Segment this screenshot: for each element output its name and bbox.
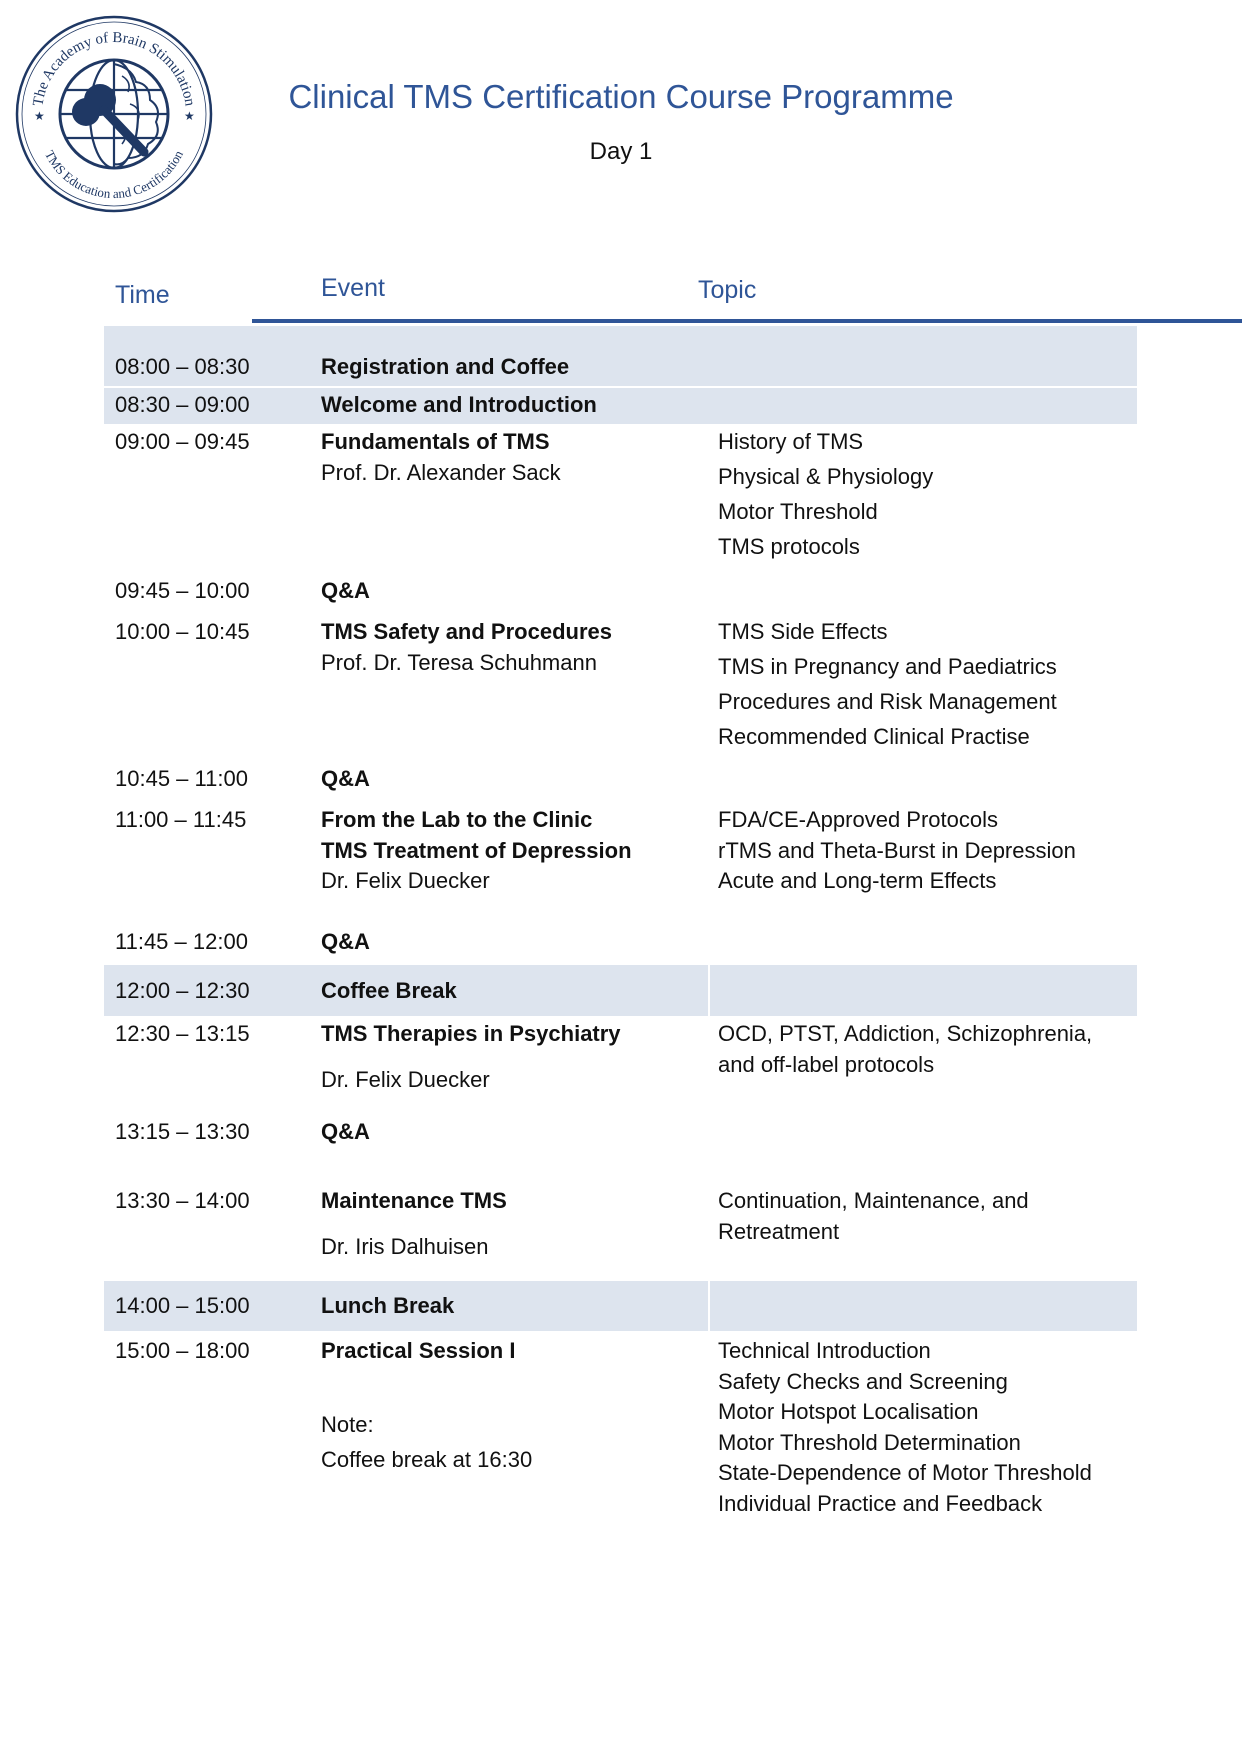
row-speaker: Dr. Felix Duecker [321, 1067, 490, 1092]
row-time: 12:30 – 13:15 [115, 1021, 250, 1046]
row-topic: Physical & Physiology [718, 464, 934, 489]
row-topic: TMS in Pregnancy and Paediatrics [718, 654, 1057, 679]
row-topic: OCD, PTST, Addiction, Schizophrenia, [718, 1021, 1093, 1046]
row-speaker: Dr. Iris Dalhuisen [321, 1234, 489, 1259]
row-time: 08:30 – 09:00 [115, 392, 250, 417]
row-topic: Motor Threshold Determination [718, 1430, 1021, 1455]
row-topic: Recommended Clinical Practise [718, 724, 1030, 749]
row-topic: Safety Checks and Screening [718, 1369, 1008, 1394]
row-speaker: Prof. Dr. Teresa Schuhmann [321, 650, 597, 675]
row-topic: Individual Practice and Feedback [718, 1491, 1043, 1516]
row-event: TMS Safety and Procedures [321, 619, 612, 644]
row-topic: FDA/CE-Approved Protocols [718, 807, 998, 832]
row-topic: Acute and Long-term Effects [718, 868, 997, 893]
row-time: 09:00 – 09:45 [115, 429, 250, 454]
row-time: 09:45 – 10:00 [115, 578, 250, 603]
row-note-label: Note: [321, 1412, 374, 1437]
row-time: 13:30 – 14:00 [115, 1188, 250, 1213]
row-event: Maintenance TMS [321, 1188, 507, 1213]
row-event: Welcome and Introduction [321, 392, 597, 417]
row-event: Q&A [321, 1119, 370, 1144]
row-event: From the Lab to the Clinic [321, 807, 593, 832]
star-icon: ★ [184, 109, 195, 123]
row-event: Practical Session I [321, 1338, 516, 1363]
row-speaker: Prof. Dr. Alexander Sack [321, 460, 561, 485]
column-divider [708, 1281, 710, 1331]
row-event: Q&A [321, 929, 370, 954]
row-event: Fundamentals of TMS [321, 429, 550, 454]
row-time: 13:15 – 13:30 [115, 1119, 250, 1144]
row-time: 12:00 – 12:30 [115, 978, 250, 1003]
column-header-topic: Topic [698, 276, 757, 304]
row-time: 14:00 – 15:00 [115, 1293, 250, 1318]
row-event: Q&A [321, 578, 370, 603]
row-event: TMS Therapies in Psychiatry [321, 1021, 621, 1046]
row-time: 08:00 – 08:30 [115, 354, 250, 379]
row-time: 15:00 – 18:00 [115, 1338, 250, 1363]
row-topic: Retreatment [718, 1219, 840, 1244]
shaded-band [104, 965, 1137, 1016]
row-time: 10:00 – 10:45 [115, 619, 250, 644]
row-time: 11:00 – 11:45 [115, 807, 247, 832]
logo-text-top: The Academy of Brain Stimulation [30, 29, 198, 108]
column-header-time: Time [115, 281, 170, 309]
row-topic: TMS Side Effects [718, 619, 888, 644]
row-event: Q&A [321, 766, 370, 791]
star-icon: ★ [34, 109, 45, 123]
shaded-band [104, 326, 1137, 424]
row-topic: TMS protocols [718, 534, 860, 559]
shaded-band [104, 1281, 1137, 1331]
page-title: Clinical TMS Certification Course Programme [288, 78, 954, 115]
row-event: Lunch Break [321, 1293, 455, 1318]
row-divider [104, 386, 1137, 388]
row-time: 10:45 – 11:00 [115, 766, 248, 791]
column-header-event: Event [321, 274, 385, 302]
row-topic: and off-label protocols [718, 1052, 935, 1077]
row-topic: Motor Hotspot Localisation [718, 1399, 979, 1424]
row-time: 11:45 – 12:00 [115, 929, 248, 954]
header-divider [252, 319, 1242, 323]
day-label: Day 1 [589, 138, 653, 165]
row-topic: rTMS and Theta-Burst in Depression [718, 838, 1076, 863]
row-topic: Motor Threshold [718, 499, 878, 524]
row-note: Coffee break at 16:30 [321, 1447, 533, 1472]
row-topic: History of TMS [718, 429, 864, 454]
row-event-subtitle: TMS Treatment of Depression [321, 838, 632, 863]
logo-text-bottom: TMS Education and Certification [41, 147, 187, 202]
row-topic: State-Dependence of Motor Threshold [718, 1460, 1092, 1485]
row-event: Registration and Coffee [321, 354, 570, 379]
row-speaker: Dr. Felix Duecker [321, 868, 490, 893]
row-topic: Procedures and Risk Management [718, 689, 1057, 714]
column-divider [708, 965, 710, 1016]
row-topic: Technical Introduction [718, 1338, 931, 1363]
row-event: Coffee Break [321, 978, 457, 1003]
row-topic: Continuation, Maintenance, and [718, 1188, 1029, 1213]
